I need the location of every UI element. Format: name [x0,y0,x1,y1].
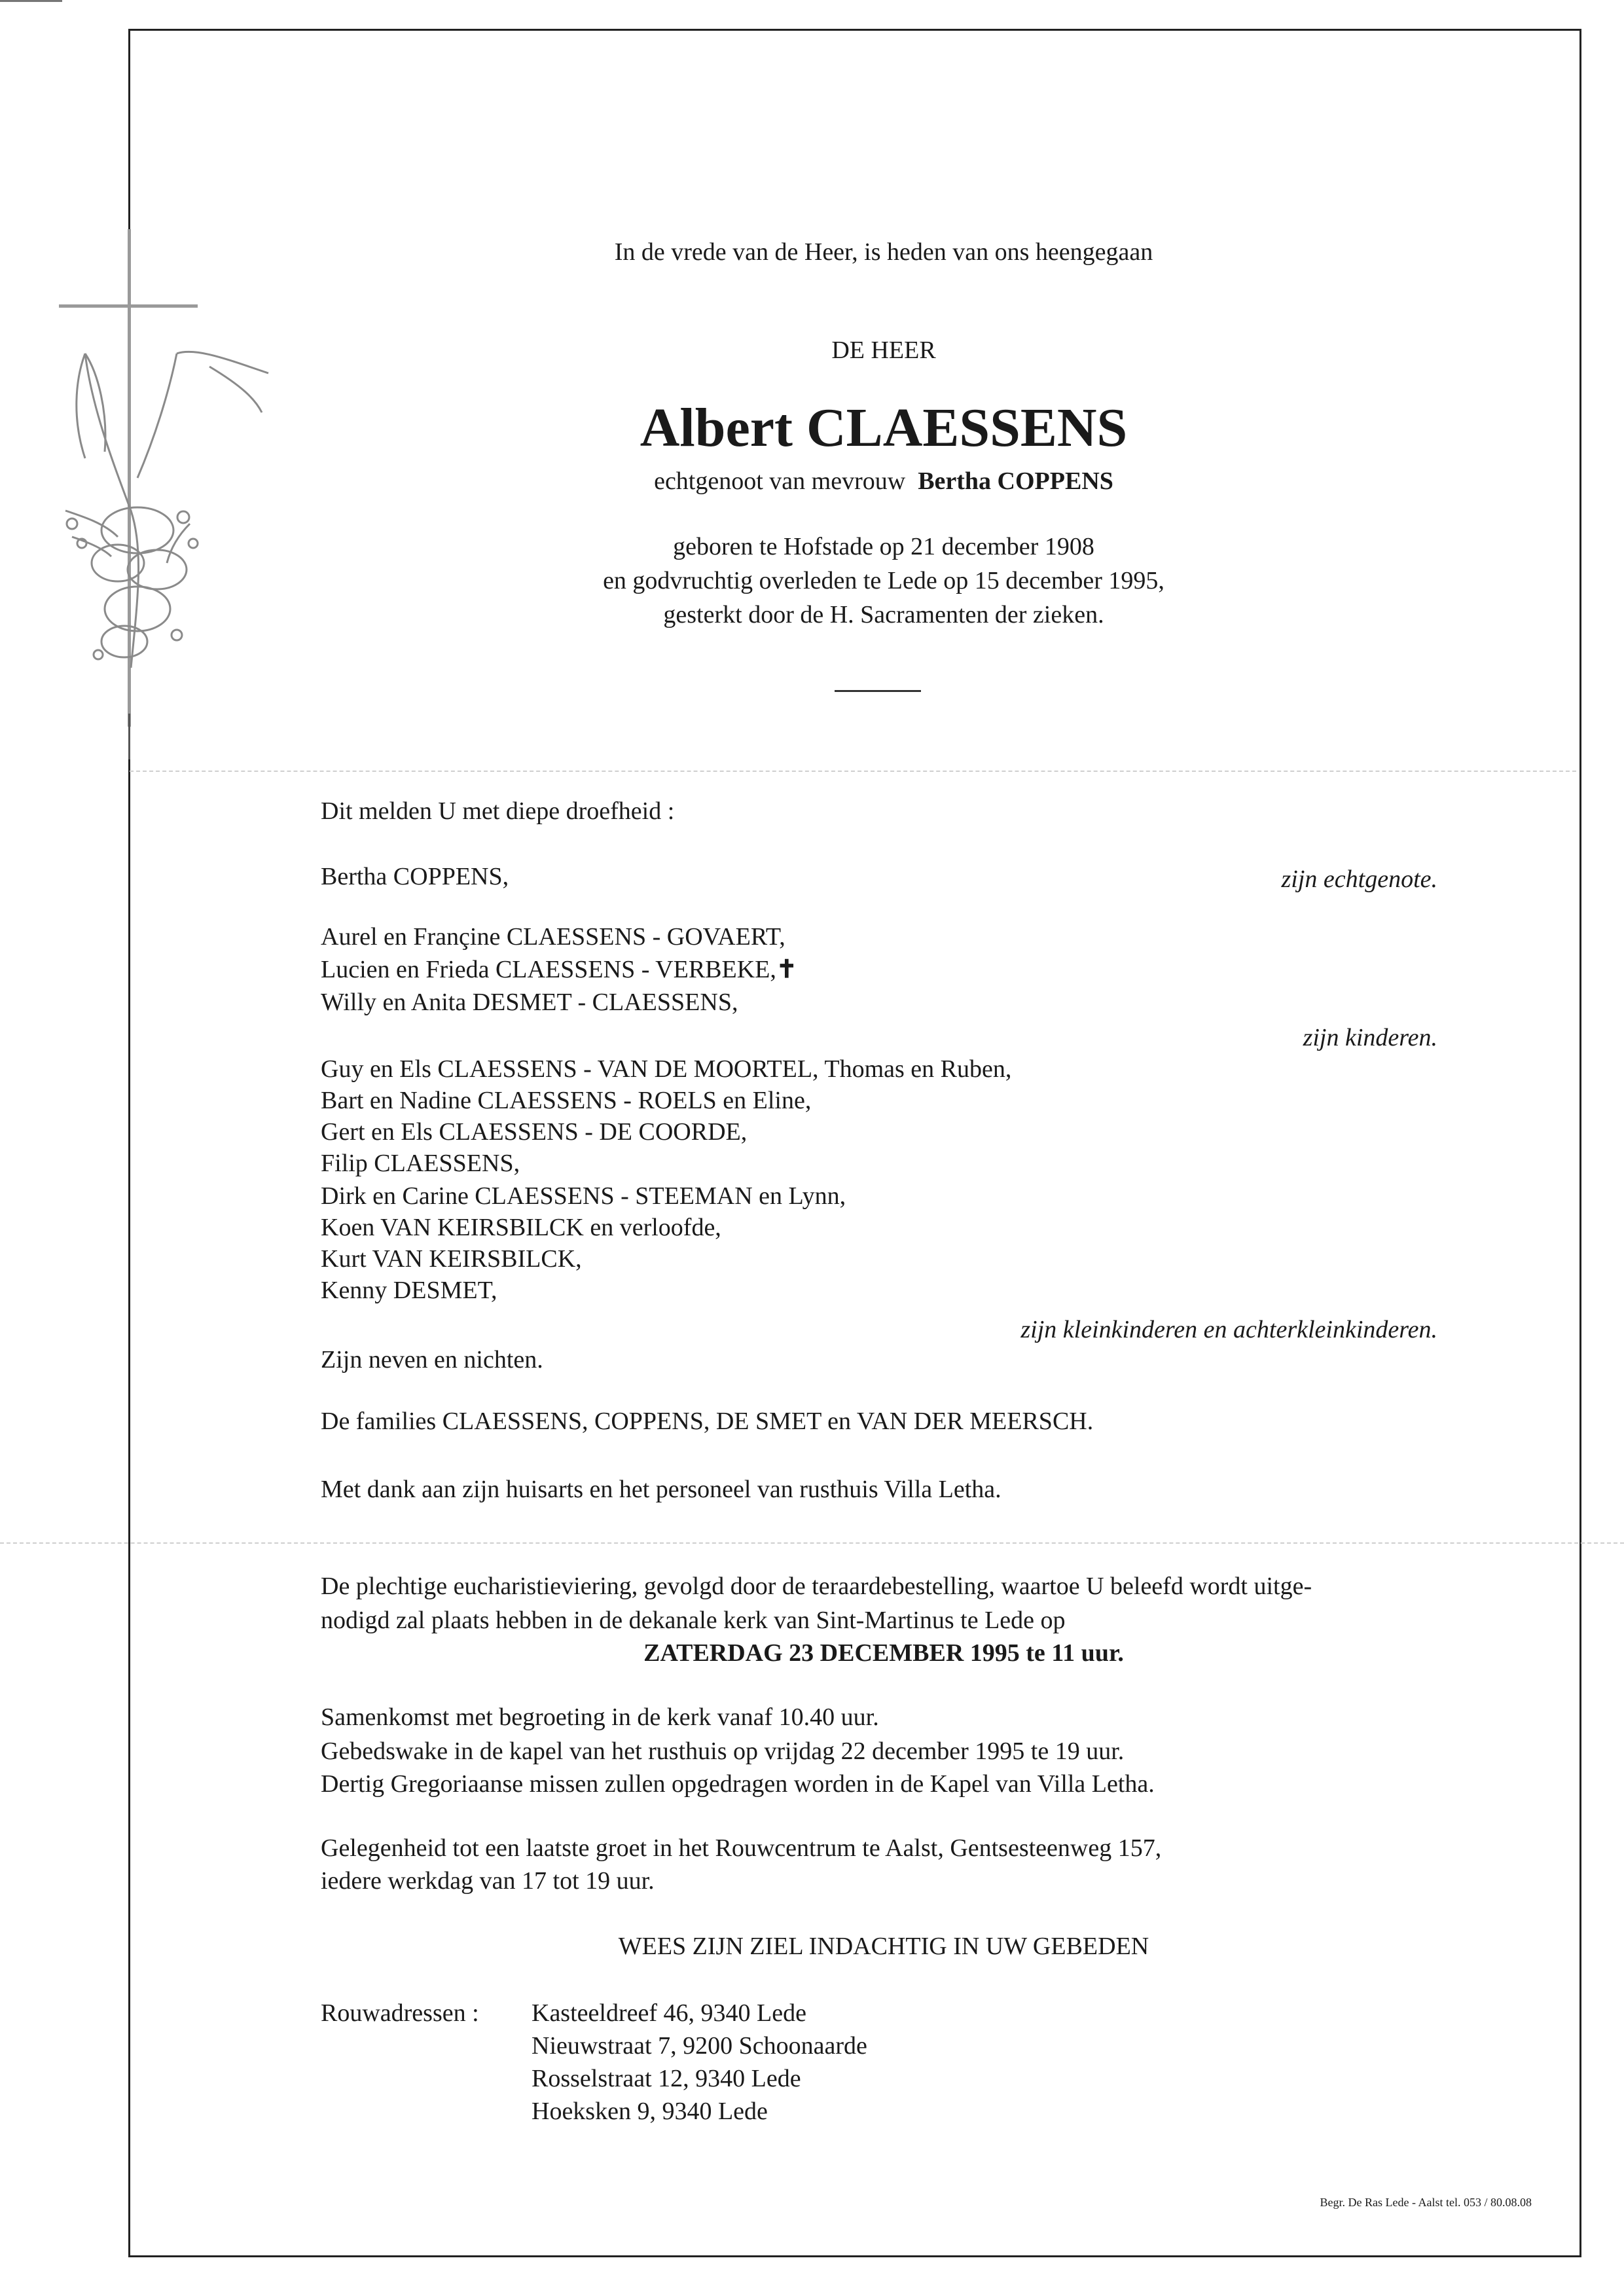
address-entry: Hoeksken 9, 9340 Lede [532,2098,768,2125]
cross-horizontal-bar [59,304,198,308]
death-line: en godvruchtig overleden te Lede op 15 december 1995, [603,567,1164,594]
spouse-line [458,466,1309,496]
service-line: nodigd zal plaats hebben in de dekanale kerk van Sint-Martinus te Lede op [321,1607,1066,1634]
families-line: De families CLAESSENS, COPPENS, DE SMET en VAN DER MEERSCH. [321,1408,1094,1435]
grandchild-entry: Filip CLAESSENS, [321,1150,520,1177]
scan-corner-mark [0,0,62,10]
address-entry: Nieuwstraat 7, 9200 Schoonaarde [532,2032,867,2060]
grandchild-entry: Kenny DESMET, [321,1277,497,1304]
address-entry: Rosselstraat 12, 9340 Lede [532,2065,801,2092]
grandchild-entry: Bart en Nadine CLAESSENS - ROELS en Eline, [321,1087,812,1114]
grandchild-entry: Dirk en Carine CLAESSENS - STEEMAN en Lynn, [321,1182,846,1210]
grandchild-entry: Koen VAN KEIRSBILCK en verloofde, [321,1214,721,1241]
fold-mark [128,714,130,759]
gathering-line: Samenkomst met begroeting in de kerk vanaf 10.40 uur. [321,1703,879,1731]
deceased-name: Albert CLAESSENS [640,397,1128,458]
prayer-line: WEES ZIJN ZIEL INDACHTIG IN UW GEBEDEN [618,1933,1149,1960]
vigil-line: Gebedswake in de kapel van het rusthuis op vrijdag 22 december 1995 te 19 uur. [321,1737,1125,1765]
sacraments-line: gesterkt door de H. Sacramenten der zieken. [663,601,1104,628]
printer-imprint: Begr. De Ras Lede - Aalst tel. 053 / 80.08.08 [1320,2196,1532,2209]
announcement: Dit melden U met diepe droefheid : [321,797,675,825]
thanks-line: Met dank aan zijn huisarts en het personeel van rusthuis Villa Letha. [321,1476,1001,1503]
flower-decoration-icon [46,327,281,694]
birth-line: geboren te Hofstade op 21 december 1908 [673,533,1094,560]
grandchildren-relation: zijn kleinkinderen en achterkleinkinderen. [1020,1316,1437,1343]
cousins-line: Zijn neven en nichten. [321,1346,543,1373]
child-entry-text: Lucien en Frieda CLAESSENS - VERBEKE, [321,956,776,983]
fold-line-middle [0,1542,1624,1544]
farewell-line: Gelegenheid tot een laatste groet in het Rouwcentrum te Aalst, Gentsesteenweg 157, [321,1834,1162,1862]
spouse-name: Bertha COPPENS [918,467,1113,495]
grandchild-entry: Guy en Els CLAESSENS - VAN DE MOORTEL, Thomas en Ruben, [321,1055,1012,1083]
spouse-line-prefix: echtgenoot van mevrouw [654,467,906,495]
child-entry [321,955,797,985]
service-date: ZATERDAG 23 DECEMBER 1995 te 11 uur. [643,1639,1124,1667]
children-relation: zijn kinderen. [1303,1024,1437,1051]
child-entry: Aurel en Françine CLAESSENS - GOVAERT, [321,923,785,951]
addresses-label: Rouwadressen : [321,1999,479,2027]
service-line: De plechtige eucharistieviering, gevolgd door de teraardebestelling, waartoe U beleefd wordt uitge- [321,1573,1312,1600]
spouse-entry: Bertha COPPENS, [321,863,509,890]
fold-line-top [130,771,1576,772]
separator-rule [835,690,921,692]
spouse-relation: zijn echtgenote. [1281,865,1437,893]
address-entry: Kasteeldreef 46, 9340 Lede [532,1999,806,2027]
farewell-line: iedere werkdag van 17 tot 19 uur. [321,1867,655,1895]
deceased-cross-icon: ✝ [776,956,797,983]
grandchild-entry: Kurt VAN KEIRSBILCK, [321,1245,582,1273]
grandchild-entry: Gert en Els CLAESSENS - DE COORDE, [321,1118,748,1146]
masses-line: Dertig Gregoriaanse missen zullen opgedragen worden in de Kapel van Villa Letha. [321,1770,1155,1798]
child-entry: Willy en Anita DESMET - CLAESSENS, [321,989,738,1016]
title-prefix: DE HEER [831,337,936,364]
intro-text: In de vrede van de Heer, is heden van ons heengegaan [614,238,1153,266]
